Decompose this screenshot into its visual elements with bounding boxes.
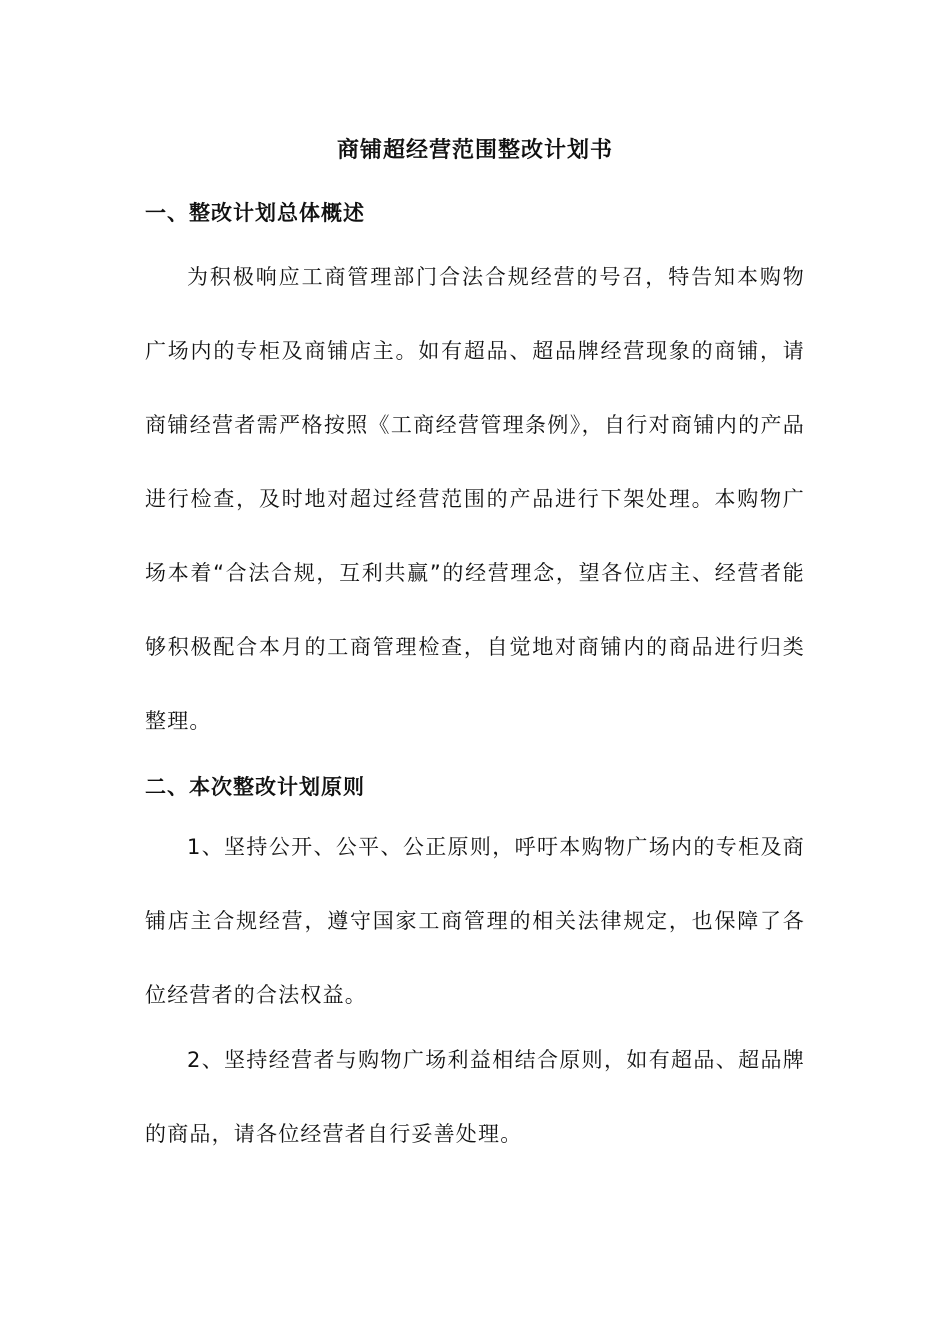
section-heading-principles: 二、本次整改计划原则 <box>145 775 365 799</box>
principle-paragraph-1: 1、坚持公开、公平、公正原则，呼吁本购物广场内的专柜及商铺店主合规经营，遵守国家工商管理的相关法律规定，也保障了各位经营者的合法权益。 <box>145 835 805 1007</box>
document-title: 商铺超经营范围整改计划书 <box>336 138 613 163</box>
section-heading-overview: 一、整改计划总体概述 <box>145 201 365 225</box>
principle-paragraph-2: 2、坚持经营者与购物广场利益相结合原则，如有超品、超品牌的商品，请各位经营者自行妥善处理。 <box>145 1048 805 1146</box>
overview-paragraph: 为积极响应工商管理部门合法合规经营的号召，特告知本购物广场内的专柜及商铺店主。如有超品、超品牌经营现象的商铺，请商铺经营者需严格按照《工商经营管理条例》，自行对商铺内的产品进行检查，及时地对超过经营范围的产品进行下架处理。本购物广场本着“合法合规，互利共赢”的经营理念，望各位店主、经营者能够积极配合本月的工商管理检查，自觉地对商铺内的商品进行归类整理。 <box>145 265 805 733</box>
